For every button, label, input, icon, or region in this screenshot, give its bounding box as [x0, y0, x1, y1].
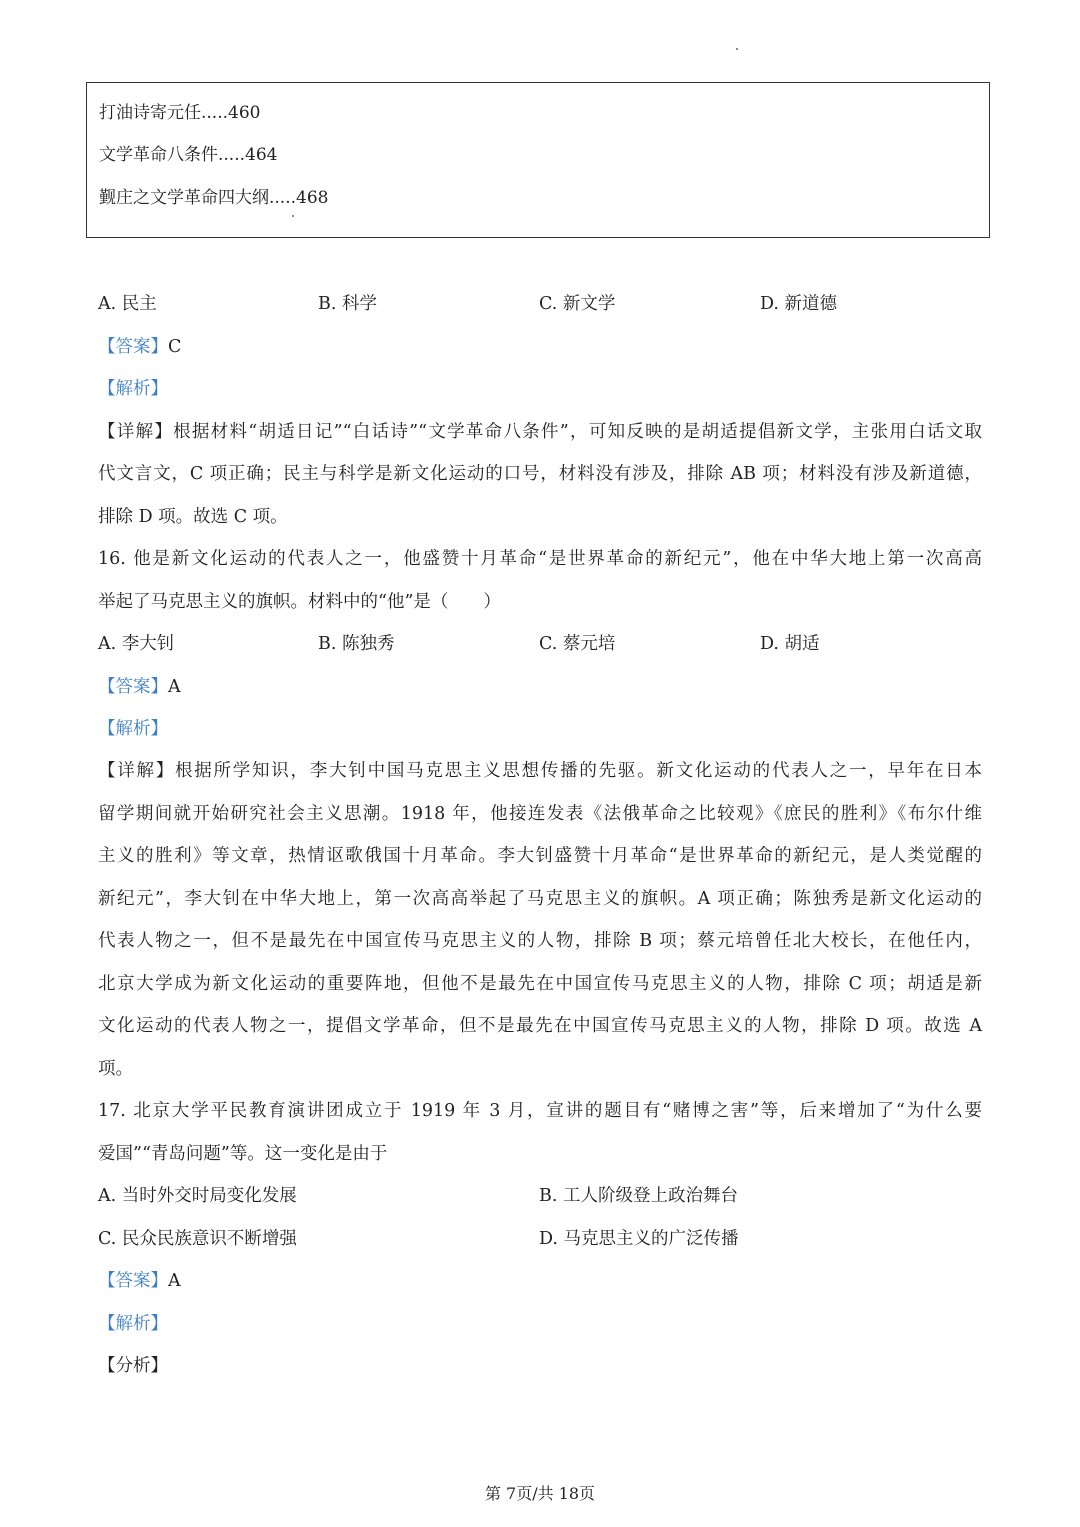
answer-value: A: [168, 1271, 181, 1291]
q17-stem-line: 爱国”“青岛问题”等。这一变化是由于: [98, 1144, 388, 1164]
answer-value: C: [168, 337, 182, 357]
q17-option-a: A. 当时外交时局变化发展: [98, 1186, 297, 1206]
answer-label: 【答案】: [98, 337, 168, 357]
q16-analysis-label: 【解析】: [98, 719, 168, 739]
material-line: 打油诗寄元任.....460: [99, 103, 261, 123]
q17-answer: [98, 1269, 181, 1293]
speck-mark: [292, 215, 294, 217]
q17-option-c: C. 民众民族意识不断增强: [98, 1229, 297, 1249]
q15-detail-line: 【详解】根据材料“胡适日记”“白话诗”“文学革命八条件”，可知反映的是胡适提倡新文学，主张用白话文取: [98, 422, 982, 442]
q16-option-c: C. 蔡元培: [539, 634, 616, 654]
q15-answer: [98, 335, 181, 359]
q16-option-d: D. 胡适: [760, 634, 820, 654]
q15-option-c: C. 新文学: [539, 294, 616, 314]
q16-detail-line: 主义的胜利》等文章，热情讴歌俄国十月革命。李大钊盛赞十月革命“是世界革命的新纪元，是人类觉醒的: [98, 846, 982, 866]
q15-analysis-label: 【解析】: [98, 379, 168, 399]
material-box: [86, 82, 990, 238]
q16-detail-line: 北京大学成为新文化运动的重要阵地，但他不是最先在中国宣传马克思主义的人物，排除 C 项；胡适是新: [98, 974, 982, 994]
q16-detail-line: 新纪元”，李大钊在中华大地上，第一次高高举起了马克思主义的旗帜。A 项正确；陈独秀是新文化运动的: [98, 889, 982, 909]
q16-option-a: A. 李大钊: [98, 634, 175, 654]
q16-detail-line: 留学期间就开始研究社会主义思潮。1918 年，他接连发表《法俄革命之比较观》《庶民的胜利》《布尔什维: [98, 804, 982, 824]
q15-option-d: D. 新道德: [760, 294, 838, 314]
q15-option-b: B. 科学: [318, 294, 377, 314]
answer-label: 【答案】: [98, 1271, 168, 1291]
q17-option-b: B. 工人阶级登上政治舞台: [539, 1186, 738, 1206]
q17-fenxi-label: 【分析】: [98, 1356, 168, 1376]
q17-stem-line: 17. 北京大学平民教育演讲团成立于 1919 年 3 月，宣讲的题目有“赌博之害”等，后来增加了“为什么要: [98, 1101, 982, 1121]
page-number: 第 7页/共 18页: [484, 1484, 596, 1503]
answer-value: A: [168, 677, 181, 697]
q15-option-a: A. 民主: [98, 294, 157, 314]
q16-answer: [98, 675, 181, 699]
q16-detail-line: 文化运动的代表人物之一，提倡文学革命，但不是最先在中国宣传马克思主义的人物，排除 D 项。故选 A: [98, 1016, 982, 1036]
answer-label: 【答案】: [98, 677, 168, 697]
q16-stem-line: 举起了马克思主义的旗帜。材料中的“他”是（ ）: [98, 592, 501, 612]
speck-mark: [736, 48, 738, 50]
q16-detail-line: 代表人物之一，但不是最先在中国宣传马克思主义的人物，排除 B 项；蔡元培曾任北大校长，在他任内，: [98, 931, 982, 951]
q16-detail-line: 项。: [98, 1059, 133, 1079]
q16-detail-line: 【详解】根据所学知识，李大钊中国马克思主义思想传播的先驱。新文化运动的代表人之一，早年在日本: [98, 761, 982, 781]
q17-analysis-label: 【解析】: [98, 1314, 168, 1334]
q16-stem-line: 16. 他是新文化运动的代表人之一，他盛赞十月革命“是世界革命的新纪元”，他在中华大地上第一次高高: [98, 549, 982, 569]
q15-detail-line: 排除 D 项。故选 C 项。: [98, 507, 288, 527]
q15-detail-line: 代文言文，C 项正确；民主与科学是新文化运动的口号，材料没有涉及，排除 AB 项；材料没有涉及新道德，: [98, 464, 982, 484]
q17-option-d: D. 马克思主义的广泛传播: [539, 1229, 739, 1249]
material-line: 觐庄之文学革命四大纲.....468: [99, 188, 329, 208]
q16-option-b: B. 陈独秀: [318, 634, 395, 654]
material-line: 文学革命八条件.....464: [99, 145, 278, 165]
